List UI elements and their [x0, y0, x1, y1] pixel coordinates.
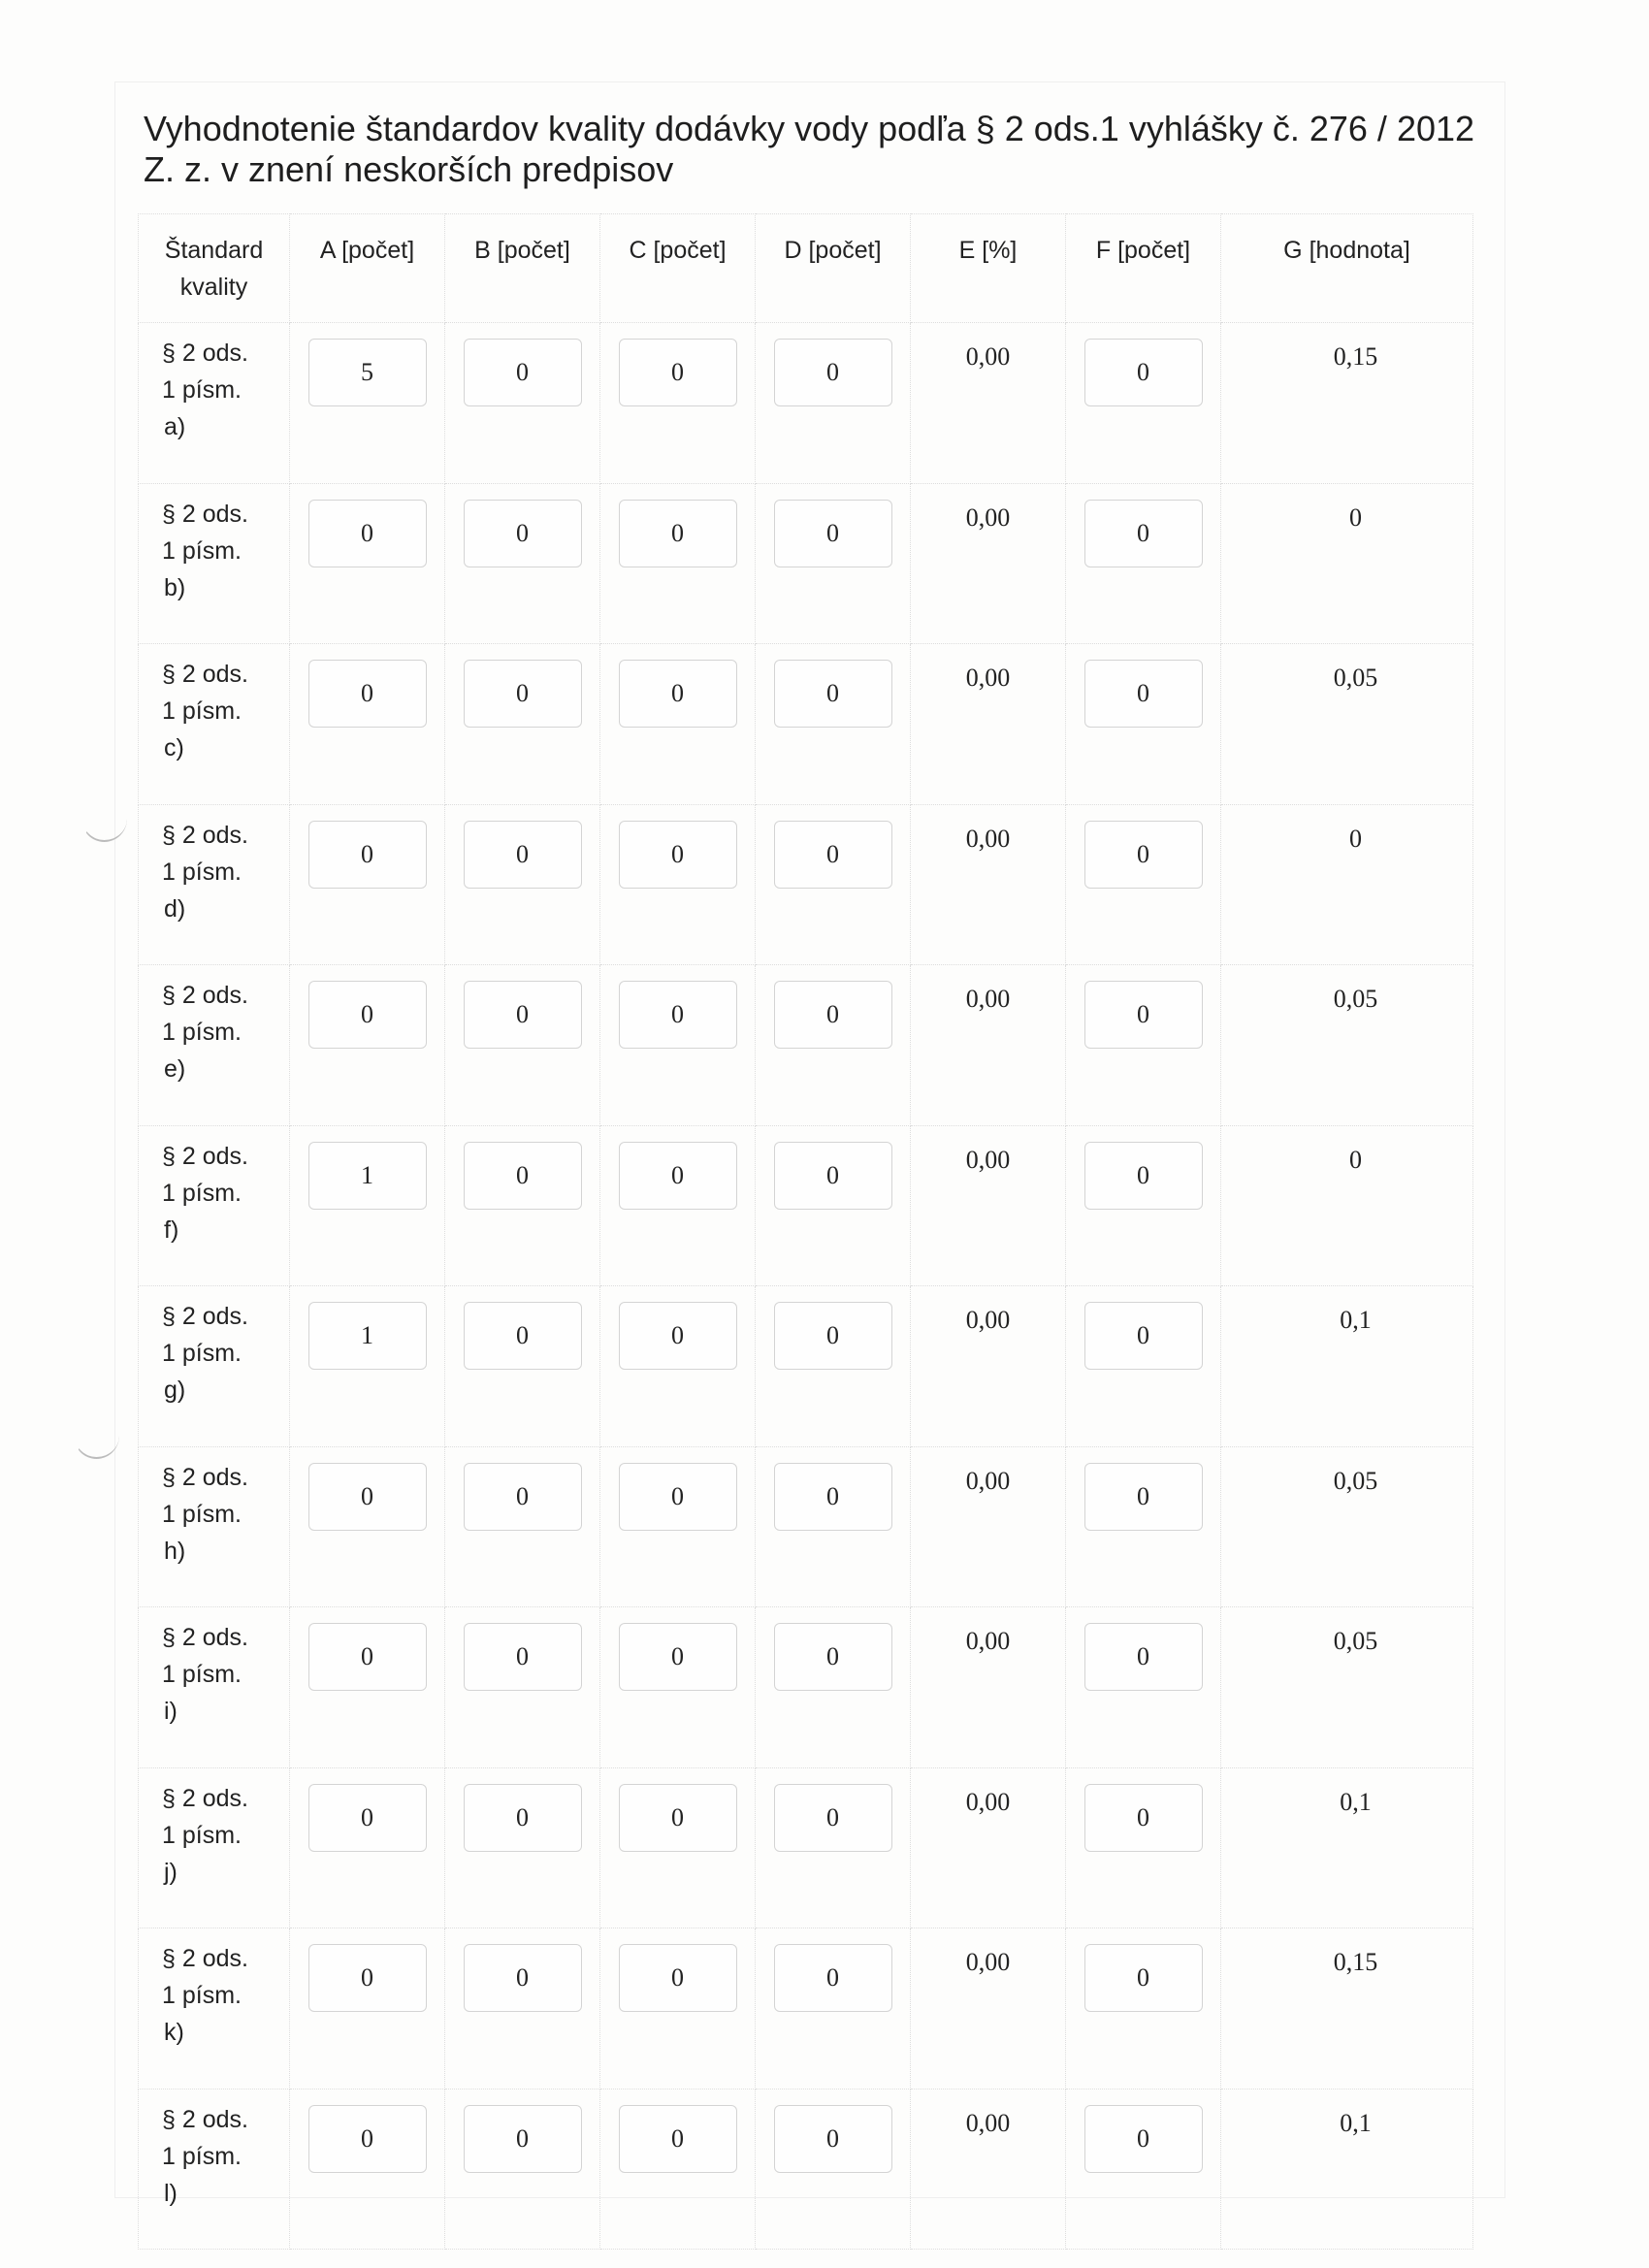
value-e: 0,00	[965, 1627, 1011, 1655]
standard-paragraph: § 2 ods.	[162, 500, 248, 528]
value-f: 0	[1084, 1302, 1203, 1370]
value-d: 0	[774, 981, 892, 1049]
value-g: 0,1	[1340, 1306, 1372, 1334]
value-c: 0	[619, 1784, 737, 1852]
value-c: 0	[619, 1302, 737, 1370]
value-d: 0	[774, 821, 892, 889]
col-header-f: F [počet]	[1066, 214, 1221, 323]
value-e: 0,00	[965, 1787, 1011, 1816]
table-row	[139, 1125, 1473, 1286]
table-row	[139, 1607, 1473, 1768]
value-c: 0	[619, 981, 737, 1049]
standard-letter: h)	[164, 1537, 186, 1565]
standard-clause: 1 písm.	[162, 536, 242, 565]
value-a: 0	[308, 1463, 427, 1531]
standard-cell	[139, 644, 290, 805]
value-f: 0	[1084, 339, 1203, 406]
col-header-b: B [počet]	[445, 214, 600, 323]
value-g: 0,1	[1340, 2108, 1372, 2137]
standard-letter: b)	[164, 573, 186, 601]
value-e: 0,00	[965, 2108, 1011, 2137]
value-d: 0	[774, 500, 892, 567]
table-row	[139, 1286, 1473, 1447]
value-b: 0	[464, 1944, 582, 2012]
standard-cell	[139, 483, 290, 644]
value-f: 0	[1084, 1463, 1203, 1531]
value-g: 0	[1349, 824, 1362, 853]
value-c: 0	[619, 660, 737, 728]
value-e: 0,00	[965, 1948, 1011, 1976]
standard-cell	[139, 323, 290, 484]
table-row	[139, 323, 1473, 484]
value-b: 0	[464, 2105, 582, 2173]
value-d: 0	[774, 1623, 892, 1691]
standard-clause: 1 písm.	[162, 858, 242, 886]
value-d: 0	[774, 1784, 892, 1852]
standard-paragraph: § 2 ods.	[162, 1945, 248, 1972]
value-b: 0	[464, 660, 582, 728]
value-a: 0	[308, 500, 427, 567]
value-g: 0,15	[1333, 342, 1378, 371]
punch-hole-mark	[74, 1412, 119, 1459]
table-row	[139, 483, 1473, 644]
standard-paragraph: § 2 ods.	[162, 661, 248, 688]
value-d: 0	[774, 2105, 892, 2173]
table-row	[139, 644, 1473, 805]
value-b: 0	[464, 500, 582, 567]
value-e: 0,00	[965, 342, 1011, 371]
standard-letter: a)	[164, 413, 186, 440]
value-c: 0	[619, 1944, 737, 2012]
standard-paragraph: § 2 ods.	[162, 340, 248, 367]
standard-letter: c)	[164, 734, 184, 761]
quality-standards-table	[138, 213, 1473, 2250]
standard-letter: i)	[164, 1698, 178, 1725]
value-c: 0	[619, 1463, 737, 1531]
standard-clause: 1 písm.	[162, 1340, 242, 1367]
value-g: 0	[1349, 502, 1362, 532]
standard-clause: 1 písm.	[162, 376, 242, 404]
value-b: 0	[464, 1784, 582, 1852]
value-g: 0,05	[1333, 1627, 1378, 1655]
value-b: 0	[464, 981, 582, 1049]
value-a: 0	[308, 981, 427, 1049]
standard-clause: 1 písm.	[162, 1179, 242, 1207]
standard-letter: d)	[164, 894, 186, 923]
value-b: 0	[464, 1302, 582, 1370]
table-row	[139, 1767, 1473, 1928]
standard-paragraph: § 2 ods.	[162, 1463, 248, 1491]
value-e: 0,00	[965, 502, 1011, 532]
value-g: 0,05	[1333, 1466, 1378, 1495]
value-a: 0	[308, 1623, 427, 1691]
standard-letter: e)	[164, 1055, 186, 1083]
value-a: 0	[308, 660, 427, 728]
standard-clause: 1 písm.	[162, 1019, 242, 1046]
value-a: 0	[308, 2105, 427, 2173]
value-c: 0	[619, 500, 737, 567]
standard-clause: 1 písm.	[162, 1661, 242, 1688]
standard-paragraph: § 2 ods.	[162, 1303, 248, 1330]
col-header-standard: Štandard kvality	[139, 214, 290, 323]
table-row	[139, 1928, 1473, 2090]
standard-letter: f)	[164, 1215, 179, 1244]
value-c: 0	[619, 821, 737, 889]
value-e: 0,00	[965, 985, 1011, 1013]
value-d: 0	[774, 1302, 892, 1370]
value-f: 0	[1084, 2105, 1203, 2173]
value-e: 0,00	[965, 1466, 1011, 1495]
value-f: 0	[1084, 1944, 1203, 2012]
value-f: 0	[1084, 1623, 1203, 1691]
standard-clause: 1 písm.	[162, 697, 242, 725]
value-e: 0,00	[965, 664, 1011, 692]
standard-cell	[139, 1928, 290, 2090]
standard-cell	[139, 1125, 290, 1286]
standard-paragraph: § 2 ods.	[162, 1142, 248, 1170]
standard-letter: k)	[164, 2019, 184, 2046]
value-b: 0	[464, 1142, 582, 1210]
standard-paragraph: § 2 ods.	[162, 1784, 248, 1812]
standard-cell	[139, 1607, 290, 1768]
value-a: 1	[308, 1142, 427, 1210]
value-a: 0	[308, 1784, 427, 1852]
standard-paragraph: § 2 ods.	[162, 821, 248, 849]
col-header-c: C [počet]	[600, 214, 756, 323]
standard-clause: 1 písm.	[162, 1500, 242, 1528]
value-e: 0,00	[965, 824, 1011, 853]
value-f: 0	[1084, 821, 1203, 889]
standard-cell	[139, 1446, 290, 1607]
standard-letter: j)	[164, 1858, 178, 1886]
standard-clause: 1 písm.	[162, 1821, 242, 1849]
standard-letter: l)	[164, 2179, 178, 2207]
col-header-g: G [hodnota]	[1221, 214, 1473, 323]
value-d: 0	[774, 660, 892, 728]
document-title: Vyhodnotenie štandardov kvality dodávky vody podľa § 2 ods.1 vyhlášky č. 276 / 2012 Z. z. v znení neskorších predpisov	[144, 109, 1475, 189]
value-g: 0,15	[1333, 1948, 1378, 1976]
value-f: 0	[1084, 1784, 1203, 1852]
value-a: 1	[308, 1302, 427, 1370]
value-b: 0	[464, 821, 582, 889]
value-g: 0,05	[1333, 985, 1378, 1013]
value-d: 0	[774, 1463, 892, 1531]
value-c: 0	[619, 339, 737, 406]
value-f: 0	[1084, 660, 1203, 728]
value-f: 0	[1084, 981, 1203, 1049]
value-f: 0	[1084, 500, 1203, 567]
table-row	[139, 2089, 1473, 2250]
value-c: 0	[619, 2105, 737, 2173]
value-b: 0	[464, 339, 582, 406]
standard-paragraph: § 2 ods.	[162, 982, 248, 1009]
value-c: 0	[619, 1142, 737, 1210]
standard-clause: 1 písm.	[162, 2142, 242, 2170]
standard-cell	[139, 1767, 290, 1928]
standard-clause: 1 písm.	[162, 1982, 242, 2009]
value-g: 0,05	[1333, 664, 1378, 692]
standard-cell	[139, 965, 290, 1126]
col-header-a: A [počet]	[290, 214, 445, 323]
value-b: 0	[464, 1623, 582, 1691]
standard-paragraph: § 2 ods.	[162, 2105, 248, 2133]
table-row	[139, 804, 1473, 965]
col-header-e: E [%]	[911, 214, 1066, 323]
value-f: 0	[1084, 1142, 1203, 1210]
standard-cell	[139, 1286, 290, 1447]
col-header-d: D [počet]	[756, 214, 911, 323]
punch-hole-mark	[81, 795, 127, 842]
value-e: 0,00	[965, 1145, 1011, 1174]
standard-letter: g)	[164, 1377, 186, 1404]
table-header-row	[139, 214, 1473, 323]
value-g: 0	[1349, 1145, 1362, 1174]
table-row	[139, 1446, 1473, 1607]
value-d: 0	[774, 339, 892, 406]
value-c: 0	[619, 1623, 737, 1691]
table-row	[139, 965, 1473, 1126]
value-a: 0	[308, 1944, 427, 2012]
standard-cell	[139, 804, 290, 965]
value-d: 0	[774, 1142, 892, 1210]
value-a: 0	[308, 821, 427, 889]
value-b: 0	[464, 1463, 582, 1531]
standard-cell	[139, 2089, 290, 2250]
value-a: 5	[308, 339, 427, 406]
value-e: 0,00	[965, 1306, 1011, 1334]
value-d: 0	[774, 1944, 892, 2012]
value-g: 0,1	[1340, 1787, 1372, 1816]
standard-paragraph: § 2 ods.	[162, 1624, 248, 1651]
